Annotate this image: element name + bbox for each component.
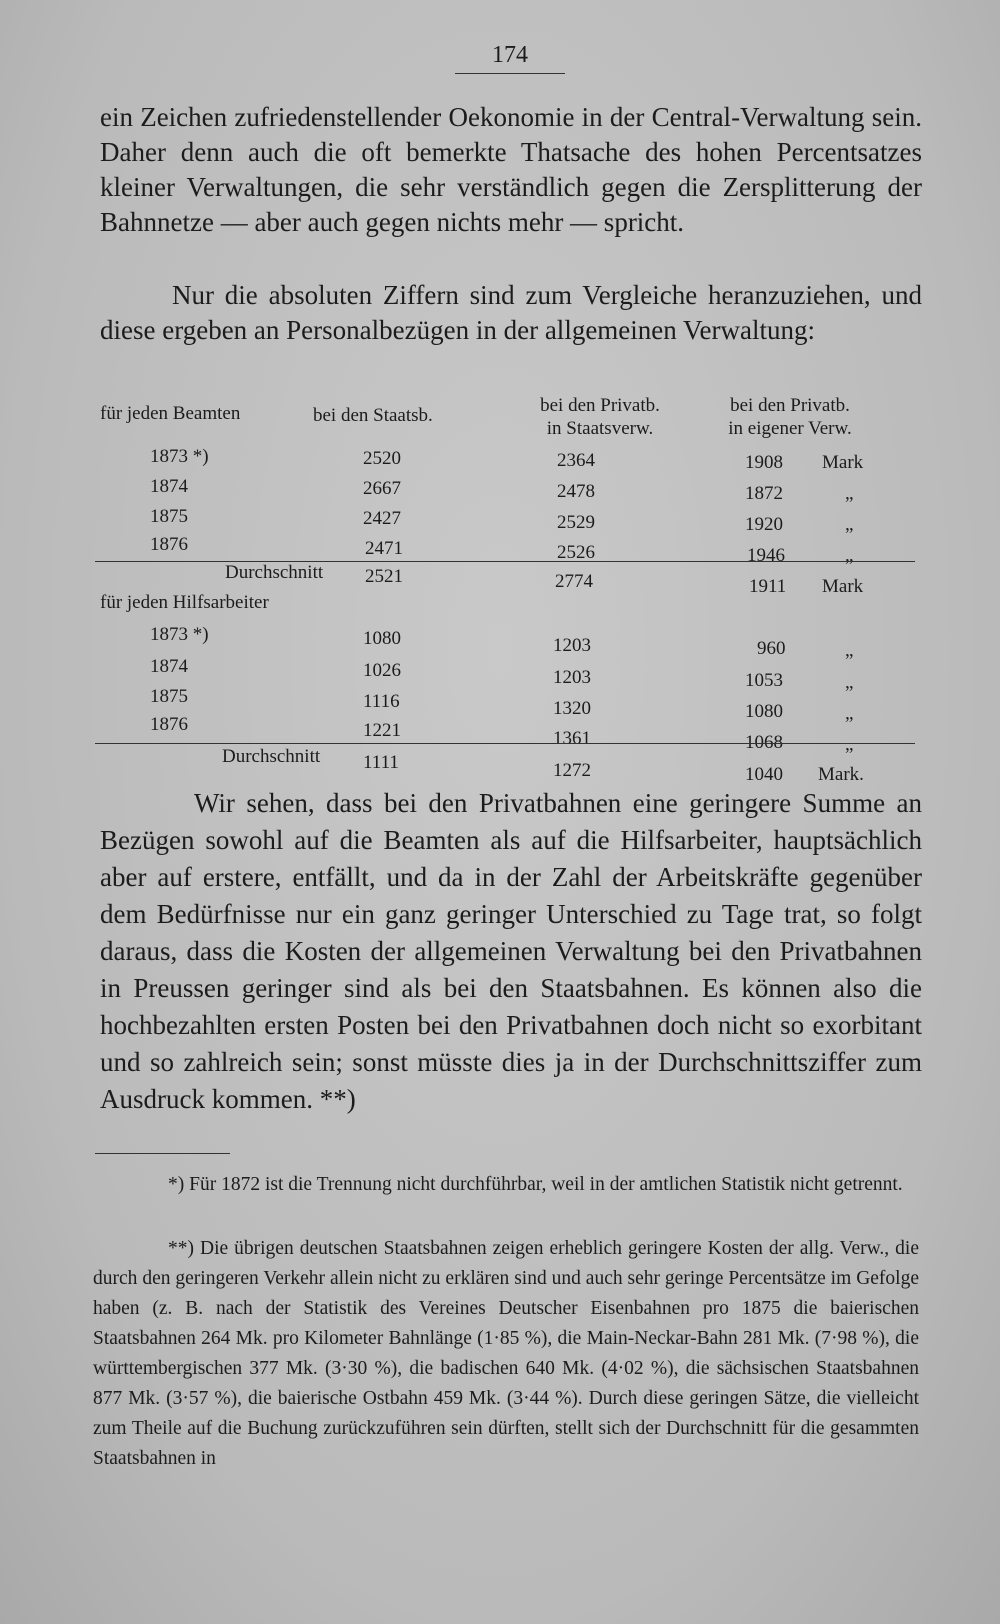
value-staat: 1080 (363, 628, 401, 649)
year-cell: 1874 (150, 656, 188, 677)
sum-rule (95, 561, 915, 562)
value-priv-eigen: 1908 (745, 452, 783, 473)
value-priv-staat: 2364 (557, 450, 595, 471)
year-cell: 1875 (150, 686, 188, 707)
year-cell: 1876 (150, 714, 188, 735)
year-cell: 1874 (150, 476, 188, 497)
header-group-hilfsarbeiter: für jeden Hilfsarbeiter (100, 592, 269, 613)
year-cell: 1873 *) (150, 446, 209, 467)
value-priv-eigen: 1068 (745, 732, 783, 753)
value-staat: 2471 (365, 538, 403, 559)
footnote-1: *) Für 1872 ist die Trennung nicht durchführbar, weil in der amtlichen Statistik nicht getrennt. (168, 1174, 903, 1195)
footnote-rule (95, 1153, 230, 1154)
value-priv-eigen: 1080 (745, 701, 783, 722)
value-priv-eigen: 1920 (745, 514, 783, 535)
value-priv-staat: 1320 (553, 698, 591, 719)
year-cell: 1876 (150, 534, 188, 555)
header-privat-staatsverw-line1: bei den Privatb. (540, 395, 660, 416)
value-priv-staat: 2774 (555, 571, 593, 592)
paragraph-comparison: Nur die absoluten Ziffern sind zum Vergleiche heranzuziehen, und diese ergeben an Personalbezügen in der allgemeinen Verwaltung: (100, 280, 922, 345)
header-privat-eigen-line2: in eigener Verw. (728, 418, 852, 439)
value-staat: 2520 (363, 448, 401, 469)
header-privat-eigen-line1: bei den Privatb. (730, 395, 850, 416)
value-staat: 2521 (365, 566, 403, 587)
unit-cell: „ (845, 483, 854, 504)
value-staat: 2427 (363, 508, 401, 529)
value-staat: 1026 (363, 660, 401, 681)
value-priv-eigen: 1872 (745, 483, 783, 504)
unit-cell: „ (845, 734, 854, 755)
value-priv-eigen: 1053 (745, 670, 783, 691)
unit-cell: „ (845, 514, 854, 535)
average-label: Durchschnitt (225, 562, 324, 583)
paragraph-intro: ein Zeichen zufriedenstellender Oekonomie in der Central-Verwaltung sein. Daher denn auch die oft bemerkte Thatsache des hohen Percentsatzes kleiner Verwaltungen, die sehr verständlich gegen die Zersplitterung der Bahnnetze — aber auch gegen nichts mehr — spricht. (100, 102, 922, 237)
value-priv-staat: 1203 (553, 635, 591, 656)
unit-cell: „ (845, 640, 854, 661)
value-priv-eigen: 1911 (749, 576, 787, 597)
footnote-2: **) Die übrigen deutschen Staatsbahnen zeigen erheblich geringere Kosten der allg. Verw., die durch den geringeren Verkehr allein nicht zu erklären sind und auch sehr geringe Percentsätze im Gefolge haben (z. B. nach der Statistik des Vereines Deutscher Eisenbahnen pro 1875 die baierischen Staatsbahnen 264 Mk. pro Kilometer Bahnlänge (1·85 %), die Main-Neckar-Bahn 281 Mk. (7·98 %), die württembergischen 377 Mk. (3·30 %), die badischen 640 Mk. (4·02 %), die sächsischen Staatsbahnen 877 Mk. (3·57 %), die baierische Ostbahn 459 Mk. (3·44 %). Durch diese geringen Sätze, die vielleicht zum Theile auf die Buchung zurückzuführen sein dürften, stellt sich der Durchschnitt für die gesammten Staatsbahnen in (93, 1238, 919, 1469)
value-priv-eigen: 1946 (747, 545, 785, 566)
value-staat: 1111 (363, 752, 399, 773)
value-staat: 1221 (363, 720, 401, 741)
value-priv-eigen: 1040 (745, 764, 783, 785)
unit-cell: „ (845, 672, 854, 693)
value-priv-eigen: 960 (757, 638, 786, 659)
unit-cell: Mark (822, 452, 864, 473)
year-cell: 1875 (150, 506, 188, 527)
value-priv-staat: 1203 (553, 667, 591, 688)
header-staatsbahnen: bei den Staatsb. (313, 405, 433, 426)
header-group-beamten: für jeden Beamten (100, 403, 241, 424)
value-priv-staat: 2529 (557, 512, 595, 533)
paragraph-conclusion: Wir sehen, dass bei den Privatbahnen eine geringere Summe an Bezügen sowohl auf die Beamten als auf die Hilfsarbeiter, hauptsächlich aber auf erstere, entfällt, und da in der Zahl der Arbeitskräfte gegenüber dem Bedürfnisse nur ein ganz geringer Unterschied zu Tage trat, so folgt daraus, dass die Kosten der allgemeinen Verwaltung bei den Privatbahnen in Preussen geringer sind als bei den Staatsbahnen. Es können also die hochbezahlten ersten Posten bei den Privatbahnen doch nicht so exorbitant und so zahlreich sein; sonst müsste dies ja in der Durchschnittsziffer zum Ausdruck kommen. **) (100, 788, 922, 1114)
header-privat-eigen (700, 394, 880, 440)
year-cell: 1873 *) (150, 624, 209, 645)
value-staat: 1116 (363, 691, 400, 712)
page-number: 174 (455, 42, 565, 74)
sum-rule (95, 743, 915, 744)
header-privat-staatsverw (520, 394, 680, 440)
value-priv-staat: 2478 (557, 481, 595, 502)
value-priv-staat: 1272 (553, 760, 591, 781)
value-staat: 2667 (363, 478, 401, 499)
header-privat-staatsverw-line2: in Staatsverw. (546, 418, 654, 439)
average-label: Durchschnitt (222, 746, 321, 767)
unit-cell: Mark. (818, 764, 864, 785)
unit-cell: „ (845, 545, 854, 566)
unit-cell: „ (845, 703, 854, 724)
unit-cell: Mark (822, 576, 864, 597)
value-priv-staat: 2526 (557, 542, 595, 563)
value-priv-staat: 1361 (553, 728, 591, 749)
